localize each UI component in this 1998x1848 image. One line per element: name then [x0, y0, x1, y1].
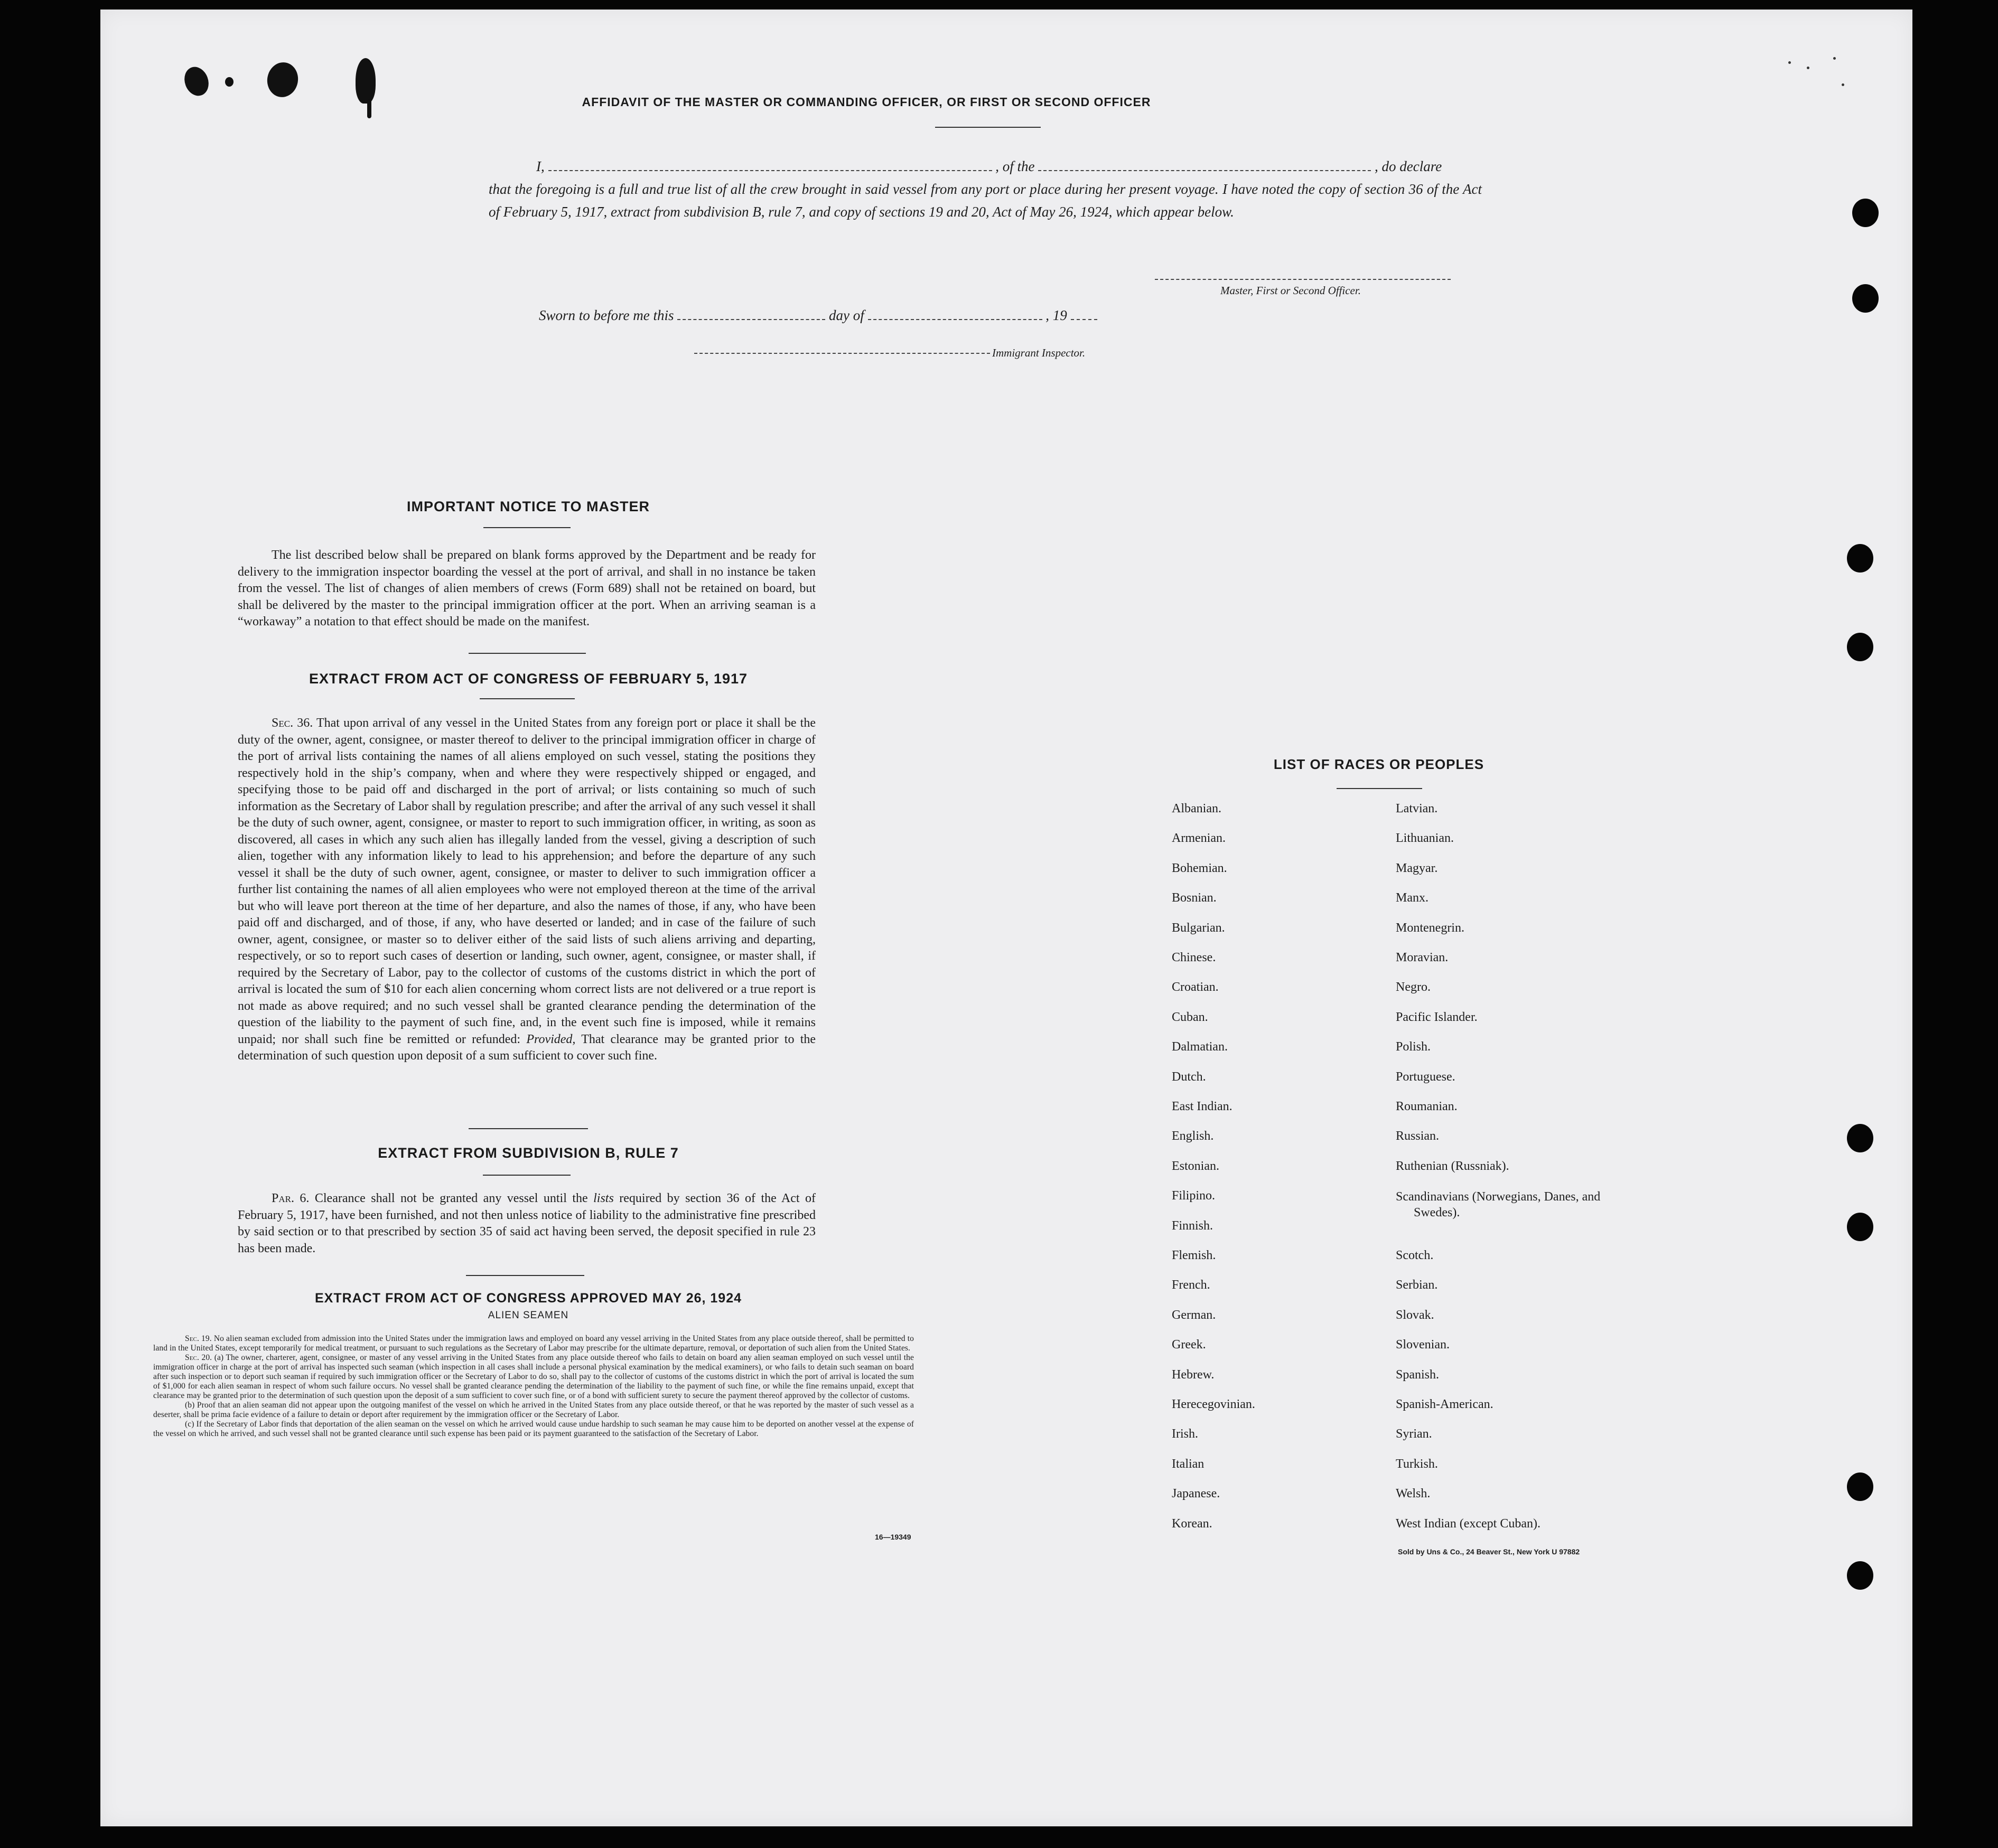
notice-end-rule: [469, 653, 586, 654]
name-blank[interactable]: [548, 163, 992, 171]
year-blank[interactable]: [1071, 312, 1097, 320]
sworn-line: [539, 304, 1097, 327]
race-item: Italian: [1172, 1457, 1205, 1471]
race-item: Armenian.: [1172, 831, 1226, 846]
ink-blot: [225, 77, 234, 87]
speck: [1833, 57, 1836, 60]
notice-title: IMPORTANT NOTICE TO MASTER: [407, 499, 650, 514]
title-rule: [935, 127, 1041, 128]
ink-blot: [265, 60, 301, 99]
affidavit-declare: , do declare: [1375, 158, 1442, 174]
race-item: German.: [1172, 1308, 1216, 1322]
race-item: Croatian.: [1172, 980, 1219, 995]
race-item: Scandinavians (Norwegians, Danes, and Swedes).: [1396, 1190, 1601, 1220]
form-page: [100, 10, 1912, 1826]
race-item: Japanese.: [1172, 1487, 1220, 1501]
sec-20b-para: (b) Proof that an alien seaman did not appear upon the outgoing manifest of the vessel on which he arrived in the United States from any place outside thereof, or that he was reported by the master of such vessel as a deserter, shall be prima facie evidence of a failure to detain or deport after requirement by the immigration officer or the Secretary of Labor.: [153, 1401, 914, 1419]
ink-blot: [356, 58, 376, 104]
race-item: Slovenian.: [1396, 1338, 1450, 1352]
par-6-body-end: required by section 36 of the Act of February 5, 1917, have been furnished, and not then unless notice of liability to the administrative fine prescribed by said section or to that prescribed by section 35 of said act having been served, the deposit specified in rule 23 has been made.: [238, 1192, 816, 1255]
race-item: Spanish.: [1396, 1367, 1440, 1382]
affidavit-text: that the foregoing is a full and true list of all the crew brought in said vessel from any port or place during her present voyage. I have noted the copy of section 36 of the Act of February 5, 1917, extract from subdivision B, rule 7, and copy of sections 19 and 20, Act of May 26, 1924, which appear below.: [489, 181, 1482, 220]
subdivision-rule: [483, 1175, 571, 1176]
sec-36-text: [238, 715, 816, 1065]
day-of-label: day of: [829, 307, 864, 323]
sec-20c-para: (c) If the Secretary of Labor finds that deportation of the alien seaman on the vessel on which he arrived would cause undue hardship to such seaman he may cause him to be deported on another vessel at the expense of the vessel on which he arrived, and such vessel shall not be granted clearance until such expense has been paid or its payment guaranteed to the satisfaction of the Secretary of Labor.: [153, 1420, 914, 1438]
punch-hole: [1847, 1561, 1873, 1590]
punch-hole: [1847, 633, 1873, 661]
sec-19-para: [153, 1334, 914, 1353]
race-item: Cuban.: [1172, 1010, 1208, 1024]
race-item: Welsh.: [1396, 1487, 1431, 1501]
race-item: Scotch.: [1396, 1249, 1434, 1262]
race-item: Dalmatian.: [1172, 1040, 1228, 1054]
day-blank[interactable]: [677, 312, 825, 320]
subdivision-end-rule: [466, 1275, 584, 1276]
race-item: Finnish.: [1172, 1218, 1213, 1233]
race-item: Bohemian.: [1172, 861, 1227, 875]
race-item: Bosnian.: [1172, 891, 1217, 905]
race-item: Russian.: [1396, 1129, 1440, 1143]
race-item: Negro.: [1396, 980, 1431, 995]
race-item: Roumanian.: [1396, 1100, 1458, 1113]
punch-hole: [1847, 1472, 1873, 1501]
race-item: Chinese.: [1172, 951, 1216, 964]
par-6-text: [238, 1190, 816, 1257]
ink-blot: [181, 63, 212, 99]
signature-label: Master, First or Second Officer.: [1220, 284, 1361, 297]
subdivision-title: EXTRACT FROM SUBDIVISION B, RULE 7: [378, 1145, 679, 1161]
race-item: Ruthenian (Russniak).: [1396, 1159, 1509, 1173]
race-item: Moravian.: [1396, 951, 1449, 964]
extract-1917-rule: [480, 698, 575, 699]
sec-20a-para: [153, 1353, 914, 1401]
alien-seamen-subtitle: ALIEN SEAMEN: [488, 1310, 569, 1321]
month-blank[interactable]: [868, 312, 1042, 320]
races-rule: [1337, 788, 1422, 789]
race-item: Portuguese.: [1396, 1070, 1455, 1084]
seller-footer: Sold by Uns & Co., 24 Beaver St., New York U 97882: [1398, 1547, 1580, 1556]
notice-text: The list described below shall be prepared on blank forms approved by the Department and be ready for delivery to the immigration inspector boarding the vessel at the port of arrival, and shall in no instance be taken from the vessel. The list of changes of alien members of crews (Form 689) shall not be retained on board, but shall be delivered by the master to the principal immigration officer at the port. When an arriving seaman is a “workaway” a notation to that effect should be made on the manifest.: [238, 548, 816, 628]
speck: [1788, 61, 1791, 64]
vessel-blank[interactable]: [1038, 163, 1371, 171]
form-number: 16—19349: [875, 1533, 911, 1541]
punch-hole: [1852, 284, 1879, 313]
inspector-line[interactable]: [694, 353, 990, 354]
races-title: LIST OF RACES OR PEOPLES: [1273, 756, 1485, 772]
race-item: Turkish.: [1396, 1457, 1438, 1471]
race-item: Bulgarian.: [1172, 921, 1225, 935]
race-item: Magyar.: [1396, 861, 1438, 875]
race-item: Slovak.: [1396, 1308, 1434, 1322]
sec-19-body: No alien seaman excluded from admission into the United States under the immigration laws and employed on board any vessel arriving in the United States from any place outside thereof, shall be permitted to land in the United States, except temporarily for medical treatment, or pursuant to such regulations as the Secretary of Labor may prescribe for the ultimate departure, removal, or deportation of such alien from the United States.: [153, 1334, 914, 1353]
extract-1924-title: EXTRACT FROM ACT OF CONGRESS APPROVED MAY 26, 1924: [314, 1291, 742, 1306]
affidavit-title: AFFIDAVIT OF THE MASTER OR COMMANDING OFFICER, OR FIRST OR SECOND OFFICER: [582, 95, 1151, 109]
race-item: Latvian.: [1396, 802, 1438, 815]
race-item: Greek.: [1172, 1338, 1206, 1352]
par-6-label: Par. 6.: [272, 1192, 310, 1205]
sec-19-20-text: [153, 1334, 914, 1439]
punch-hole: [1847, 544, 1873, 573]
punch-hole: [1847, 1124, 1873, 1152]
race-item: Estonian.: [1172, 1159, 1219, 1173]
provided-word: Provided,: [526, 1032, 576, 1046]
year-label: , 19: [1045, 307, 1067, 323]
race-item: Spanish-American.: [1396, 1397, 1493, 1411]
race-item: Filipino.: [1172, 1189, 1216, 1203]
race-item: Manx.: [1396, 891, 1429, 905]
punch-hole: [1852, 199, 1879, 227]
race-item: Pacific Islander.: [1396, 1010, 1478, 1024]
par-6-body: Clearance shall not be granted any vessel until the: [314, 1192, 588, 1205]
race-item: Herecegovinian.: [1172, 1397, 1255, 1411]
affidavit-of-the: , of the: [995, 158, 1035, 174]
race-item: Korean.: [1172, 1516, 1212, 1531]
race-item: West Indian (except Cuban).: [1396, 1516, 1540, 1531]
race-item: Syrian.: [1396, 1427, 1432, 1441]
sec-20-label: Sec. 20.: [185, 1353, 212, 1362]
inspector-label: Immigrant Inspector.: [992, 346, 1086, 359]
sworn-label: Sworn to before me this: [539, 307, 674, 323]
sec-20a-body: (a) The owner, charterer, agent, consignee, or master of any vessel arriving in the United States from any place outside thereof who fails to detain on board any alien seaman employed on such vessel until the immigration officer in charge at the port of arrival has inspected such seaman (which inspection in all cases shall include a personal physical examination by the medical examiners), or who fails to detain such seaman on board after such inspection or to deport such seaman if required by such immigration officer or the Secretary of Labor to do so, shall pay to the collector of customs of the customs district in which the port of arrival is located the sum of $1,000 for each alien seaman in respect of whom such failure occurs. No vessel shall be granted clearance pending the determination of the liability to the payment of such fine, or while the fine remains unpaid, except that clearance may be granted prior to the determination of such question upon the deposit of a sum sufficient to cover such fine, or of a bond with sufficient surety to secure the payment thereof approved by the collector of customs.: [153, 1353, 914, 1400]
race-item: Irish.: [1172, 1427, 1198, 1441]
affidavit-body: [489, 155, 1482, 223]
race-item: Polish.: [1396, 1040, 1431, 1054]
race-item: English.: [1172, 1129, 1214, 1143]
race-item: Hebrew.: [1172, 1367, 1215, 1382]
race-item: East Indian.: [1172, 1100, 1233, 1113]
punch-hole: [1847, 1213, 1873, 1241]
affidavit-declaration-line: [489, 155, 1482, 178]
sec-36-body-end: That clearance may be granted prior to the determination of such question upon deposit of a sum sufficient to cover such fine.: [238, 1032, 816, 1063]
signature-line[interactable]: [1155, 279, 1451, 280]
race-item: Montenegrin.: [1396, 921, 1464, 935]
notice-rule: [483, 527, 571, 528]
race-item: Flemish.: [1172, 1249, 1216, 1262]
sec-19-label: Sec. 19.: [185, 1334, 212, 1343]
extract-1917-title: EXTRACT FROM ACT OF CONGRESS OF FEBRUARY 5, 1917: [309, 671, 748, 687]
lists-word: lists: [593, 1192, 614, 1205]
race-item: Albanian.: [1172, 802, 1221, 815]
race-item: Dutch.: [1172, 1070, 1206, 1084]
speck: [1807, 67, 1809, 69]
speck: [1842, 83, 1844, 86]
affidavit-i: I,: [536, 158, 545, 174]
sec-36-label: Sec. 36.: [272, 716, 313, 730]
sec-36-body: That upon arrival of any vessel in the United States from any foreign port or place it shall be the duty of the owner, agent, consignee, or master thereof to deliver to the principal immigration officer in charge of the port of arrival lists containing the names of all aliens employed on such vessel, stating the positions they respectively hold in the ship’s company, when and where they were respectively shipped or engaged, and specifying those to be paid off and discharged in the port of arrival; or lists containing so much of such information as the Secretary of Labor shall by regulation prescribe; and after the arrival of any such vessel it shall be the duty of such owner, agent, consignee, or master to report to such immigration officer, in writing, as soon as discovered, all cases in which any such alien has illegally landed from the vessel, giving a description of such alien, together with any information likely to lead to his apprehension; and before the departure of any such vessel it shall be the duty of such owner, agent, consignee, or master to deliver to such immigration officer a further list containing the names of all alien employees who were not employed thereon at the time of the arrival but who will leave port thereon at the time of her departure, and also the names of those, if any, who have been paid off and discharged, and of those, if any, who have deserted or landed; and in case of the failure of such owner, agent, consignee, or master so to deliver either of the said lists of such aliens arriving and departing, respectively, or so to report such cases of desertion or landing, such owner, agent, consignee, or master shall, if required by the Secretary of Labor, pay to the collector of customs of the customs district in which the port of arrival is located the sum of $10 for each alien concerning whom correct lists are not delivered or a true report is not made as above required; and no such vessel shall be granted clearance pending the determination of the question of the liability to the payment of such fine, and, in the event such fine is imposed, while it remains unpaid; nor shall such fine be remitted or refunded:: [238, 716, 816, 1046]
ink-blot: [367, 99, 371, 118]
race-item: French.: [1172, 1278, 1210, 1292]
race-item: Lithuanian.: [1396, 831, 1454, 846]
race-item: Serbian.: [1396, 1278, 1438, 1292]
extract-1917-end-rule: [469, 1128, 588, 1129]
